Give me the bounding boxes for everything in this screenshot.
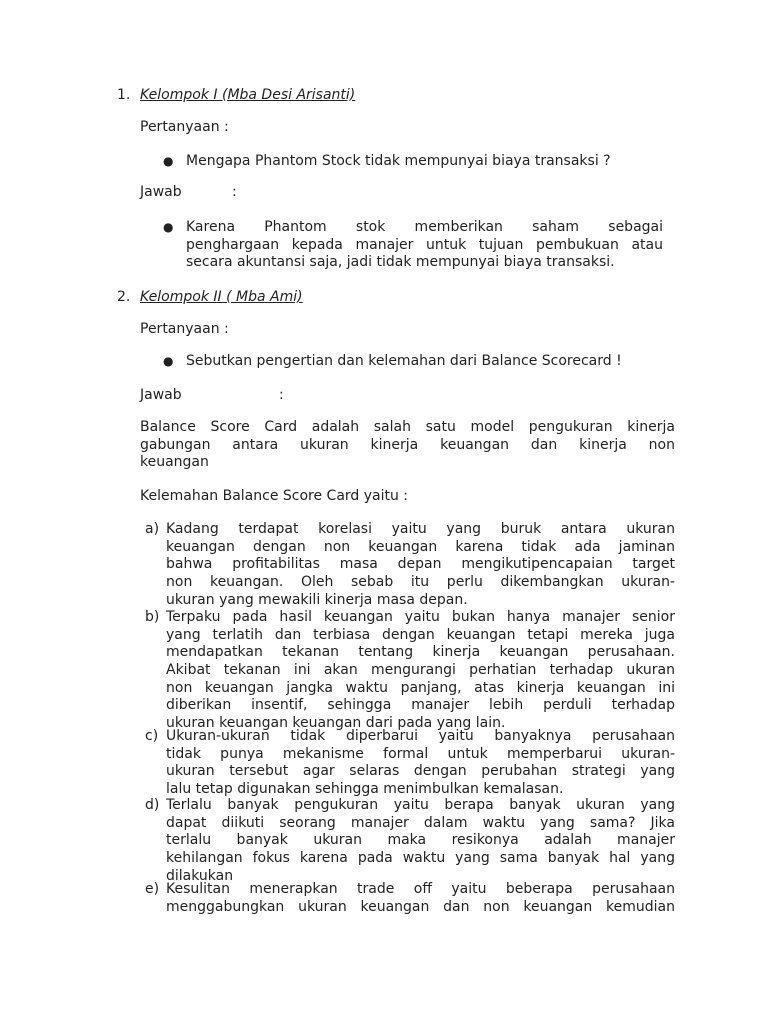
text-line: lalu tetap digunakan sehingga menimbulkan kemalasan. bbox=[166, 781, 564, 798]
list-marker: e) bbox=[145, 881, 160, 897]
text-line: Kesulitan menerapkan trade off yaitu beberapa perusahaan bbox=[166, 881, 675, 897]
question-text: Sebutkan pengertian dan kelemahan dari Balance Scorecard ! bbox=[186, 353, 622, 369]
bullet-icon: ● bbox=[163, 154, 174, 168]
text-line: dapat diikuti seorang manajer dalam waktu yang sama? Jika bbox=[166, 814, 675, 831]
list-marker: a) bbox=[145, 521, 160, 537]
section-1-heading: Kelompok I (Mba Desi Arisanti) bbox=[140, 87, 356, 103]
text-line: keuangan dengan non keuangan karena tidak ada jaminan bbox=[166, 538, 675, 555]
text-line: ukuran yang mewakili kinerja masa depan. bbox=[166, 591, 468, 608]
text-line: ukuran tersebut agar selaras dengan perubahan strategi yang bbox=[166, 763, 675, 780]
answer-colon: : bbox=[232, 184, 237, 200]
text-line: Karena Phantom stok memberikan saham sebagai bbox=[186, 219, 663, 235]
text-line: yang terlatih dan terbiasa dengan keuangan tetapi mereka juga bbox=[166, 626, 675, 643]
text-line: Kadang terdapat korelasi yaitu yang buruk antara ukuran bbox=[166, 521, 675, 537]
question-text: Mengapa Phantom Stock tidak mempunyai biaya transaksi ? bbox=[186, 153, 611, 169]
text-line: Terlalu banyak pengukuran yaitu berapa banyak ukuran yang bbox=[166, 797, 675, 813]
text-line: diberikan insentif, sehingga manajer lebih perduli terhadap bbox=[166, 697, 675, 714]
weakness-intro: Kelemahan Balance Score Card yaitu : bbox=[140, 488, 409, 504]
text-line: dilakukan bbox=[166, 867, 234, 884]
bullet-icon: ● bbox=[163, 220, 174, 234]
list-marker: d) bbox=[145, 797, 160, 813]
answer-label: Jawab bbox=[140, 387, 182, 403]
question-label: Pertanyaan : bbox=[140, 321, 229, 337]
text-line: ukuran keuangan keuangan dari pada yang lain. bbox=[166, 715, 506, 732]
text-line: tidak punya mekanisme formal untuk memperbarui ukuran- bbox=[166, 745, 675, 762]
text-line: menggabungkan ukuran keuangan dan non keuangan kemudian bbox=[166, 898, 675, 915]
text-line: penghargaan kepada manajer untuk tujuan pembukuan atau bbox=[186, 236, 663, 253]
text-line: Akibat tekanan ini akan mengurangi perhatian terhadap ukuran bbox=[166, 662, 675, 679]
list-item bbox=[166, 521, 675, 609]
text-line: gabungan antara ukuran kinerja keuangan dan kinerja non bbox=[140, 436, 675, 453]
section-2-number: 2. bbox=[117, 289, 131, 305]
text-line: secara akuntansi saja, jadi tidak mempunyai biaya transaksi. bbox=[186, 254, 615, 271]
list-item bbox=[166, 881, 675, 916]
text-line: non keuangan jangka waktu panjang, atas kinerja keuangan ini bbox=[166, 679, 675, 696]
answer-colon: : bbox=[279, 387, 284, 403]
section-1-number: 1. bbox=[117, 87, 131, 103]
text-line: bahwa profitabilitas masa depan mengikutipencapaian target bbox=[166, 556, 675, 573]
section-2-heading: Kelompok II ( Mba Ami) bbox=[140, 289, 303, 305]
answer-label: Jawab bbox=[140, 184, 182, 200]
text-line: Ukuran-ukuran tidak diperbarui yaitu banyaknya perusahaan bbox=[166, 728, 675, 744]
text-line: Balance Score Card adalah salah satu model pengukuran kinerja bbox=[140, 419, 675, 435]
list-item bbox=[166, 797, 675, 885]
question-label: Pertanyaan : bbox=[140, 119, 229, 135]
text-line: non keuangan. Oleh sebab itu perlu dikembangkan ukuran- bbox=[166, 574, 675, 591]
list-marker: c) bbox=[145, 728, 159, 744]
text-line: keuangan bbox=[140, 454, 209, 471]
list-item bbox=[166, 728, 675, 799]
bullet-icon: ● bbox=[163, 354, 174, 368]
text-line: mendapatkan tekanan tentang kinerja keuangan perusahaan. bbox=[166, 644, 675, 661]
text-line: Terpaku pada hasil keuangan yaitu bukan hanya manajer senior bbox=[166, 609, 675, 625]
text-line: terlalu banyak ukuran maka resikonya adalah manajer bbox=[166, 832, 675, 849]
answer-paragraph bbox=[186, 219, 663, 272]
list-item bbox=[166, 609, 675, 733]
text-line: kehilangan fokus karena pada waktu yang sama banyak hal yang bbox=[166, 850, 675, 867]
definition-paragraph bbox=[140, 419, 675, 472]
list-marker: b) bbox=[145, 609, 160, 625]
